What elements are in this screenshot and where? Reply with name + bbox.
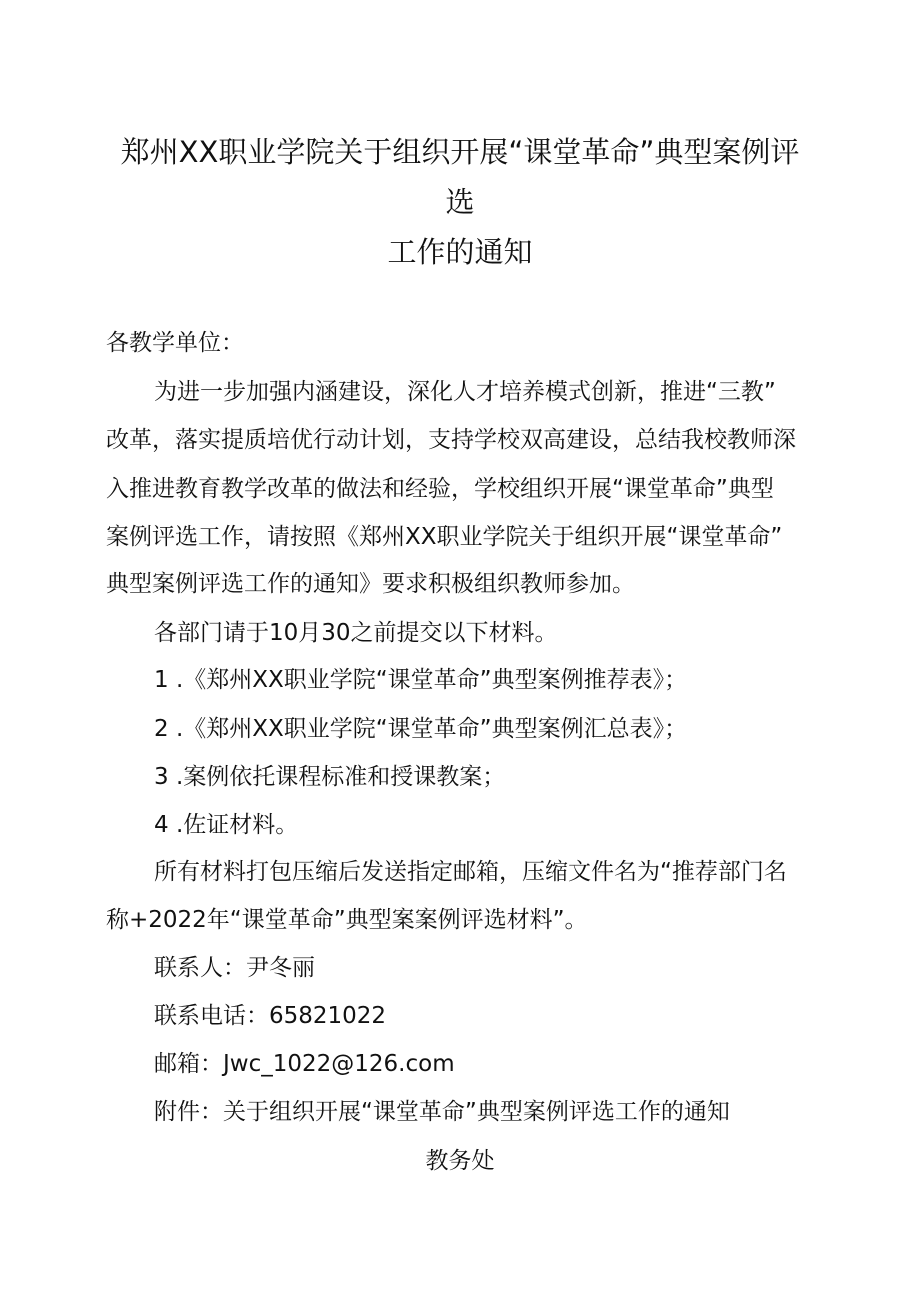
contact-phone: 联系电话：65821022 (154, 1003, 387, 1029)
intro-paragraph-line: 典型案例评选工作的通知》要求积极组织教师参加。 (106, 571, 635, 597)
packaging-paragraph-line: 称+2022年“课堂革命”典型案案例评选材料”。 (106, 907, 588, 933)
salutation: 各教学单位： (106, 330, 244, 356)
intro-paragraph-line: 案例评选工作，请按照《郑州XX职业学院关于组织开展“课堂革命” (106, 524, 783, 550)
packaging-paragraph-line: 所有材料打包压缩后发送指定邮箱，压缩文件名为“推荐部门名 (154, 859, 787, 885)
issuer-signature: 教务处 (425, 1148, 495, 1174)
title-line-3: 工作的通知 (387, 235, 533, 269)
intro-paragraph-line: 为进一步加强内涵建设，深化人才培养模式创新，推进“三教” (154, 379, 776, 405)
material-item: 1 .《郑州XX职业学院“课堂革命”典型案例推荐表》； (154, 667, 688, 693)
intro-paragraph-line: 入推进教育教学改革的做法和经验，学校组织开展“课堂革命”典型 (106, 476, 774, 502)
material-item: 4 .佐证材料。 (154, 812, 299, 838)
attachment-note: 附件：关于组织开展“课堂革命”典型案例评选工作的通知 (154, 1099, 730, 1125)
title-line-1: 郑州XX职业学院关于组织开展“课堂革命”典型案例评 (120, 135, 800, 169)
contact-email: 邮箱：Jwc_1022@126.com (154, 1051, 455, 1077)
contact-person: 联系人：尹冬丽 (154, 955, 315, 981)
material-item: 2 .《郑州XX职业学院“课堂革命”典型案例汇总表》； (154, 716, 688, 742)
material-item: 3 .案例依托课程标准和授课教案； (154, 764, 506, 790)
deadline-text: 各部门请于10月30之前提交以下材料。 (154, 620, 558, 646)
intro-paragraph-line: 改革，落实提质培优行动计划，支持学校双高建设，总结我校教师深 (106, 427, 796, 453)
title-line-2: 选 (445, 185, 475, 219)
